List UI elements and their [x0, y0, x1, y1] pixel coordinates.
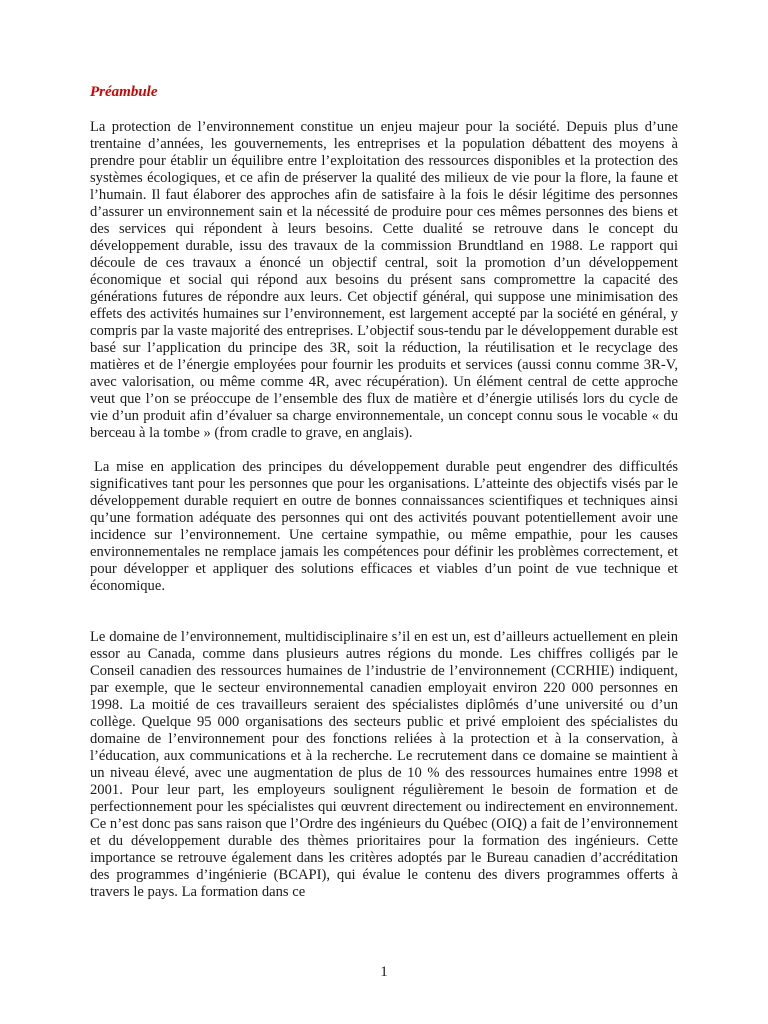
- page-number: 1: [380, 964, 388, 980]
- section-heading: Préambule: [90, 84, 158, 100]
- paragraph-3: Le domaine de l’environnement, multidisciplinaire s’il en est un, est d’ailleurs actuellement en plein essor au Canada, comme dans plusieurs autres régions du monde. Les chiffres colligés par le Conseil canadien des ressources humaines de l’industrie de l’environnement (CCRHIE) indiquent, par exemple, que le secteur environnemental canadien employait environ 220 000 personnes en 1998. La moitié de ces travailleurs seraient des spécialistes diplômés d’une université ou d’un collège. Quelque 95 000 organisations des secteurs public et privé emploient des spécialistes du domaine de l’environnement pour des fonctions reliées à la protection et à la conservation, à l’éducation, aux communications et à la recherche. Le recrutement dans ce domaine se maintient à un niveau élevé, avec une augmentation de plus de 10 % des ressources humaines entre 1998 et 2001. Pour leur part, les employeurs soulignent régulièrement le besoin de formation et de perfectionnement pour les spécialistes qui œuvrent directement ou indirectement en environnement. Ce n’est donc pas sans raison que l’Ordre des ingénieurs du Québec (OIQ) a fait de l’environnement et du développement durable des thèmes prioritaires pour la formation des ingénieurs. Cette importance se retrouve également dans les critères adoptés par le Bureau canadien d’accréditation des programmes d’ingénierie (BCAPI), qui évalue le contenu des divers programmes offerts à travers le pays. La formation dans ce: [90, 629, 678, 900]
- document-page: [90, 84, 678, 901]
- paragraph-1: La protection de l’environnement constitue un enjeu majeur pour la société. Depuis plus d’une trentaine d’années, les gouvernements, les entreprises et la population débattent des moyens à prendre pour établir un équilibre entre l’exploitation des ressources disponibles et la protection des systèmes écologiques, et ce afin de préserver la qualité des milieux de vie pour la flore, la faune et l’humain. Il faut élaborer des approches afin de satisfaire à la fois le désir légitime des personnes d’assurer un environnement sain et la nécessité de produire pour ces mêmes personnes des biens et des services qui répondent à leurs besoins. Cette dualité se retrouve dans le concept du développement durable, issu des travaux de la commission Brundtland en 1988. Le rapport qui découle de ces travaux a énoncé un objectif central, soit la promotion d’un développement économique et social qui répond aux besoins du présent sans compromettre la capacité des générations futures de répondre aux leurs. Cet objectif général, qui suppose une minimisation des effets des activités humaines sur l’environnement, est largement accepté par la société en général, y compris par la vaste majorité des entreprises. L’objectif sous-tendu par le développement durable est basé sur l’application du principe des 3R, soit la réduction, la réutilisation et le recyclage des matières et de l’énergie employées pour fournir les produits et services (aussi connu comme 3R-V, avec valorisation, ou même comme 4R, avec récupération). Un élément central de cette approche veut que l’on se préoccupe de l’ensemble des flux de matière et d’énergie utilisés lors du cycle de vie d’un produit afin d’évaluer sa charge environnementale, un concept connu sous le vocable « du berceau à la tombe » (from cradle to grave, en anglais).: [90, 119, 678, 441]
- paragraph-2: La mise en application des principes du développement durable peut engendrer des difficultés significatives tant pour les personnes que pour les organisations. L’atteinte des objectifs visés par le développement durable requiert en outre de bonnes connaissances scientifiques et techniques ainsi qu’une formation adéquate des personnes qui ont des activités pouvant potentiellement avoir une incidence sur l’environnement. Une certaine sympathie, ou même empathie, pour les causes environnementales ne remplace jamais les compétences pour définir les problèmes correctement, et pour développer et appliquer des solutions efficaces et viables d’un point de vue technique et économique.: [90, 459, 678, 594]
